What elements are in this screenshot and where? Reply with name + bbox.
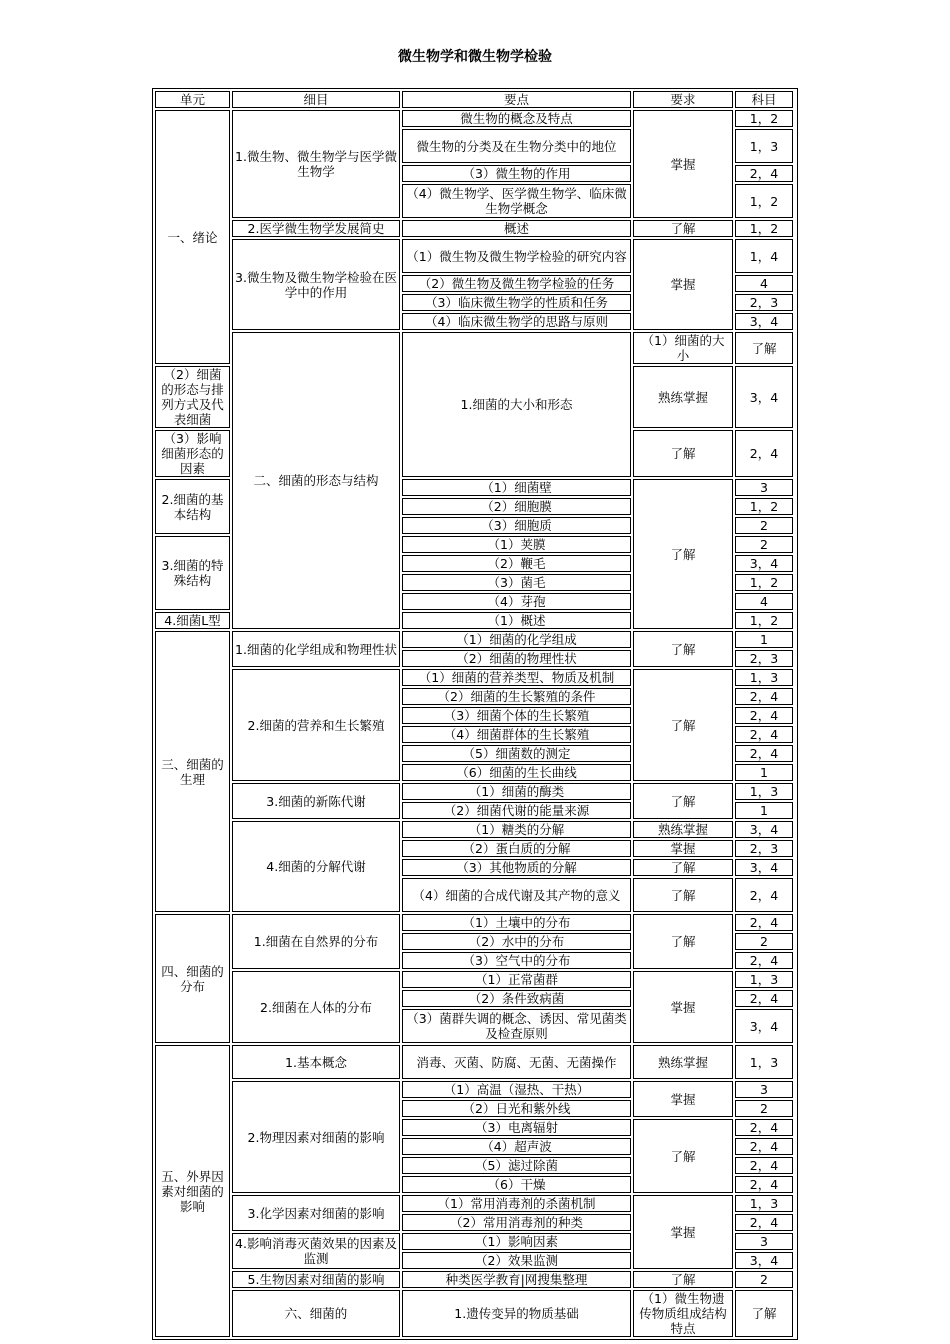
subject-cell: 3，4 <box>735 313 793 330</box>
point-cell: （1）细菌壁 <box>402 479 631 496</box>
requirement-cell: 了解 <box>633 1271 733 1288</box>
subject-cell: 2，4 <box>735 1214 793 1231</box>
subject-cell: 2 <box>735 517 793 534</box>
subject-cell: 1，2 <box>735 220 793 237</box>
point-cell: （4）芽孢 <box>402 593 631 610</box>
point-cell: （2）效果监测 <box>402 1252 631 1269</box>
subject-cell: 3 <box>735 1233 793 1250</box>
topic-cell: 3.微生物及微生物学检验在医学中的作用 <box>232 239 400 330</box>
point-cell: （1）概述 <box>402 612 631 629</box>
subject-cell: 1，4 <box>735 239 793 273</box>
subject-cell: 1，2 <box>735 498 793 515</box>
subject-cell: 2 <box>735 536 793 553</box>
subject-cell: 3，4 <box>735 555 793 572</box>
subject-cell: 2 <box>735 933 793 950</box>
point-cell: （4）超声波 <box>402 1138 631 1155</box>
topic-cell: 1.细菌的大小和形态 <box>402 332 631 477</box>
unit-cell: 一、绪论 <box>155 110 230 364</box>
point-cell: （1）常用消毒剂的杀菌机制 <box>402 1195 631 1212</box>
point-cell: （2）鞭毛 <box>402 555 631 572</box>
header-topic: 细目 <box>232 91 400 108</box>
point-cell: （4）细菌群体的生长繁殖 <box>402 726 631 743</box>
subject-cell: 1，3 <box>735 971 793 988</box>
document-title: 微生物学和微生物学检验 <box>398 49 552 65</box>
table-row <box>155 1045 795 1079</box>
subject-cell: 1，2 <box>735 574 793 591</box>
table-row <box>155 332 795 364</box>
topic-cell: 2.医学微生物学发展简史 <box>232 220 400 237</box>
subject-cell: 4 <box>735 593 793 610</box>
topic-cell: 5.生物因素对细菌的影响 <box>232 1271 400 1288</box>
unit-cell: 三、细菌的生理 <box>155 631 230 912</box>
subject-cell: 2，4 <box>735 165 793 182</box>
table-body <box>155 110 795 1337</box>
table-row <box>155 1081 795 1098</box>
table-row <box>155 1290 795 1337</box>
point-cell: （3）细胞质 <box>402 517 631 534</box>
point-cell: （2）细菌的生长繁殖的条件 <box>402 688 631 705</box>
point-cell: （5）滤过除菌 <box>402 1157 631 1174</box>
table-row <box>155 631 795 648</box>
subject-cell: 2，4 <box>735 745 793 762</box>
requirement-cell: 了解 <box>633 669 733 781</box>
subject-cell: 2，4 <box>735 878 793 912</box>
point-cell: 种类医学教育|网搜集整理 <box>402 1271 631 1288</box>
topic-cell: 4.细菌的分解代谢 <box>232 821 400 912</box>
point-cell: （3）菌毛 <box>402 574 631 591</box>
topic-cell: 1.细菌的化学组成和物理性状 <box>232 631 400 667</box>
point-cell: （1）细菌的酶类 <box>402 783 631 800</box>
subject-cell: 3，4 <box>735 859 793 876</box>
requirement-cell: 了解 <box>633 878 733 912</box>
table-row <box>155 821 795 838</box>
subject-cell: 1，2 <box>735 184 793 218</box>
subject-cell: 3 <box>735 1081 793 1098</box>
point-cell: （3）临床微生物学的性质和任务 <box>402 294 631 311</box>
unit-cell: 五、外界因素对细菌的影响 <box>155 1045 230 1337</box>
point-cell: （2）常用消毒剂的种类 <box>402 1214 631 1231</box>
subject-cell: 3，4 <box>735 821 793 838</box>
subject-cell: 2，4 <box>735 726 793 743</box>
table-row <box>155 220 795 237</box>
point-cell: （2）细菌的物理性状 <box>402 650 631 667</box>
subject-cell: 1 <box>735 802 793 819</box>
point-cell: （3）细菌个体的生长繁殖 <box>402 707 631 724</box>
requirement-cell: 了解 <box>633 783 733 819</box>
point-cell: （1）高温（湿热、干热） <box>402 1081 631 1098</box>
point-cell: （1）正常菌群 <box>402 971 631 988</box>
table-row <box>155 1195 795 1212</box>
point-cell: （6）细菌的生长曲线 <box>402 764 631 781</box>
topic-cell: 1.遗传变异的物质基础 <box>402 1290 631 1337</box>
topic-cell: 3.细菌的新陈代谢 <box>232 783 400 819</box>
topic-cell: 1.细菌在自然界的分布 <box>232 914 400 969</box>
subject-cell: 2，4 <box>735 1176 793 1193</box>
requirement-cell: 熟练掌握 <box>633 821 733 838</box>
topic-cell: 1.微生物、微生物学与医学微生物学 <box>232 110 400 218</box>
requirement-cell: 了解 <box>633 631 733 667</box>
subject-cell: 1，2 <box>735 110 793 127</box>
point-cell: （3）微生物的作用 <box>402 165 631 182</box>
table-row <box>155 914 795 931</box>
point-cell: （2）微生物及微生物学检验的任务 <box>402 275 631 292</box>
point-cell: （3）影响细菌形态的因素 <box>155 430 230 477</box>
requirement-cell: 了解 <box>633 220 733 237</box>
subject-cell: 2，4 <box>735 688 793 705</box>
point-cell: （1）细菌的营养类型、物质及机制 <box>402 669 631 686</box>
requirement-cell: 掌握 <box>633 971 733 1043</box>
topic-cell: 2.细菌在人体的分布 <box>232 971 400 1043</box>
subject-cell: 3，4 <box>735 1009 793 1043</box>
subject-cell: 2，4 <box>735 1119 793 1136</box>
point-cell: （1）影响因素 <box>402 1233 631 1250</box>
unit-cell: 四、细菌的分布 <box>155 914 230 1043</box>
subject-cell: 1，3 <box>735 1195 793 1212</box>
point-cell: （3）空气中的分布 <box>402 952 631 969</box>
subject-cell: 2，4 <box>735 430 793 477</box>
subject-cell: 2 <box>735 1271 793 1288</box>
point-cell: 微生物的概念及特点 <box>402 110 631 127</box>
point-cell: （4）微生物学、医学微生物学、临床微生物学概念 <box>402 184 631 218</box>
point-cell: 微生物的分类及在生物分类中的地位 <box>402 129 631 163</box>
subject-cell: 2 <box>735 1100 793 1117</box>
requirement-cell: 掌握 <box>633 1195 733 1269</box>
subject-cell: 2，4 <box>735 707 793 724</box>
point-cell: （3）其他物质的分解 <box>402 859 631 876</box>
subject-cell: 2，3 <box>735 294 793 311</box>
point-cell: （1）细菌的大小 <box>633 332 733 364</box>
subject-cell: 3 <box>735 479 793 496</box>
requirement-cell: 熟练掌握 <box>633 366 733 428</box>
subject-cell: 2，4 <box>735 952 793 969</box>
requirement-cell: 掌握 <box>633 239 733 330</box>
table-row <box>155 783 795 800</box>
topic-cell: 3.细菌的特殊结构 <box>155 536 230 610</box>
topic-cell: 4.细菌L型 <box>155 612 230 629</box>
table-row <box>155 110 795 127</box>
requirement-cell: 掌握 <box>633 110 733 218</box>
subject-cell: 3，4 <box>735 366 793 428</box>
point-cell: （2）日光和紫外线 <box>402 1100 631 1117</box>
subject-cell: 2，4 <box>735 1157 793 1174</box>
point-cell: （2）细胞膜 <box>402 498 631 515</box>
point-cell: （3）电离辐射 <box>402 1119 631 1136</box>
point-cell: （6）干燥 <box>402 1176 631 1193</box>
requirement-cell: 了解 <box>735 332 793 364</box>
topic-cell: 4.影响消毒灭菌效果的因素及监测 <box>232 1233 400 1269</box>
point-cell: （2）蛋白质的分解 <box>402 840 631 857</box>
requirement-cell: 了解 <box>633 914 733 969</box>
point-cell: （2）水中的分布 <box>402 933 631 950</box>
subject-cell: 2，4 <box>735 1138 793 1155</box>
point-cell: （4）细菌的合成代谢及其产物的意义 <box>402 878 631 912</box>
point-cell: （5）细菌数的测定 <box>402 745 631 762</box>
point-cell: （2）条件致病菌 <box>402 990 631 1007</box>
point-cell: 概述 <box>402 220 631 237</box>
table-row <box>155 971 795 988</box>
subject-cell: 2，4 <box>735 990 793 1007</box>
topic-cell: 1.基本概念 <box>232 1045 400 1079</box>
subject-cell: 1，2 <box>735 612 793 629</box>
header-row <box>155 91 795 108</box>
point-cell: （1）微生物及微生物学检验的研究内容 <box>402 239 631 273</box>
point-cell: （1）土壤中的分布 <box>402 914 631 931</box>
subject-cell: 2，4 <box>735 914 793 931</box>
subject-cell: 2，3 <box>735 650 793 667</box>
unit-cell: 二、细菌的形态与结构 <box>232 332 400 629</box>
point-cell: （2）细菌的形态与排列方式及代表细菌 <box>155 366 230 428</box>
topic-cell: 2.细菌的营养和生长繁殖 <box>232 669 400 781</box>
header-unit: 单元 <box>155 91 230 108</box>
unit-cell: 六、细菌的 <box>232 1290 400 1337</box>
topic-cell: 3.化学因素对细菌的影响 <box>232 1195 400 1231</box>
requirement-cell: 了解 <box>633 1119 733 1193</box>
subject-cell: 1 <box>735 764 793 781</box>
header-point: 要点 <box>402 91 631 108</box>
point-cell: （1）荚膜 <box>402 536 631 553</box>
point-cell: （3）菌群失调的概念、诱因、常见菌类及检查原则 <box>402 1009 631 1043</box>
header-requirement: 要求 <box>633 91 733 108</box>
point-cell: （1）细菌的化学组成 <box>402 631 631 648</box>
syllabus-table <box>152 88 798 1340</box>
point-cell: （1）微生物遗传物质组成结构特点 <box>633 1290 733 1337</box>
topic-cell: 2.细菌的基本结构 <box>155 479 230 534</box>
topic-cell: 2.物理因素对细菌的影响 <box>232 1081 400 1193</box>
table-row <box>155 1271 795 1288</box>
subject-cell: 4 <box>735 275 793 292</box>
point-cell: 消毒、灭菌、防腐、无菌、无菌操作 <box>402 1045 631 1079</box>
subject-cell: 1，3 <box>735 1045 793 1079</box>
requirement-cell: 了解 <box>633 430 733 477</box>
requirement-cell: 了解 <box>633 479 733 629</box>
requirement-cell: 掌握 <box>633 840 733 857</box>
header-subject: 科目 <box>735 91 793 108</box>
requirement-cell: 掌握 <box>633 1081 733 1117</box>
requirement-cell: 熟练掌握 <box>633 1045 733 1079</box>
subject-cell: 1，3 <box>735 783 793 800</box>
subject-cell: 1，3 <box>735 129 793 163</box>
point-cell: （1）糖类的分解 <box>402 821 631 838</box>
requirement-cell: 了解 <box>633 859 733 876</box>
table-row <box>155 669 795 686</box>
requirement-cell: 了解 <box>735 1290 793 1337</box>
point-cell: （4）临床微生物学的思路与原则 <box>402 313 631 330</box>
subject-cell: 1，3 <box>735 669 793 686</box>
table-row <box>155 239 795 273</box>
subject-cell: 3，4 <box>735 1252 793 1269</box>
point-cell: （2）细菌代谢的能量来源 <box>402 802 631 819</box>
subject-cell: 2，3 <box>735 840 793 857</box>
subject-cell: 1 <box>735 631 793 648</box>
